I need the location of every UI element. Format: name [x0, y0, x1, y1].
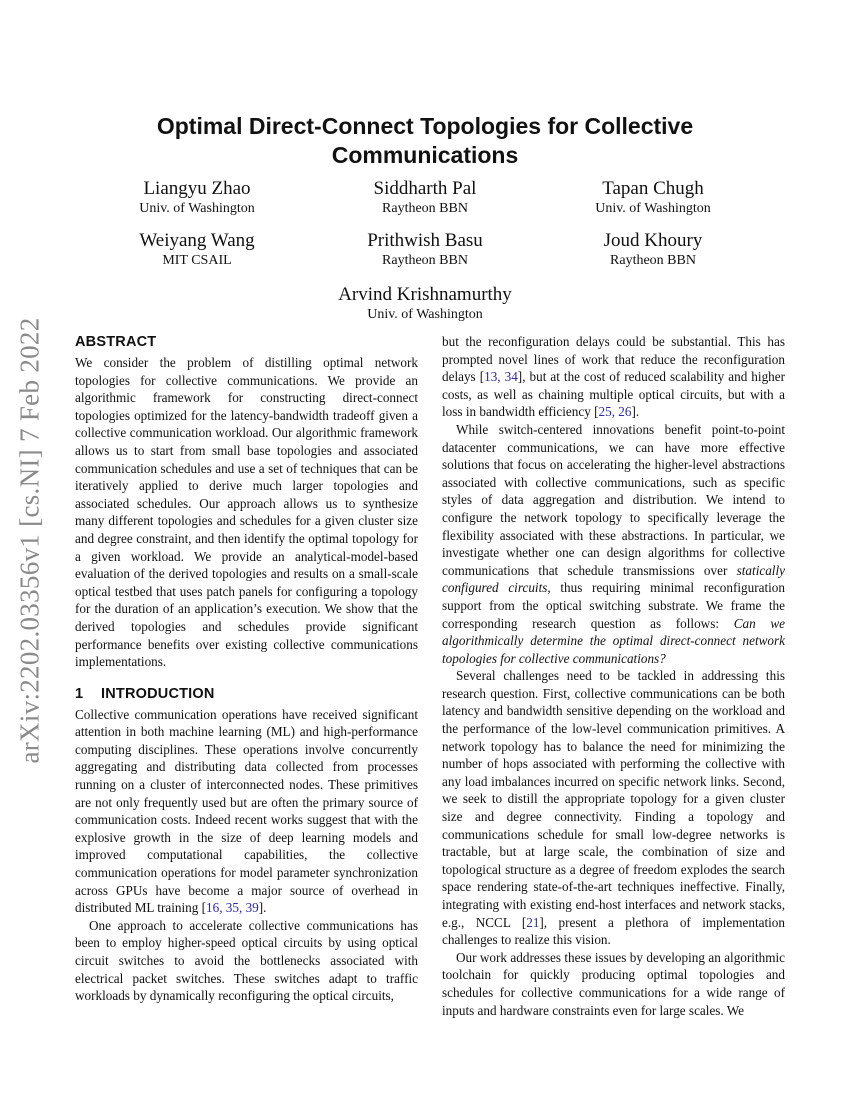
- section-title: INTRODUCTION: [101, 685, 215, 702]
- research-question: Can we algorithmically determine the optimal direct-connect network topologies for collective communications?: [442, 615, 786, 666]
- abstract-heading: ABSTRACT: [75, 334, 157, 350]
- author-card: [310, 283, 540, 324]
- right-column: [442, 333, 785, 1019]
- intro-paragraph-1: [75, 706, 418, 917]
- author-name: Siddharth Pal: [373, 178, 477, 199]
- author-card: [82, 229, 312, 270]
- intro-paragraph-5: [442, 667, 785, 949]
- arxiv-identifier-text: arXiv:2202.03356v1 [cs.NI] 7 Feb 2022: [14, 316, 45, 764]
- author-name: Weiyang Wang: [139, 230, 255, 251]
- paragraph-text: but the reconfiguration delays could be substantial. This has prompted novel lines of work that reduce the reconfiguration delays [: [442, 334, 785, 385]
- paragraph-text: Collective communication operations have received significant attention in both machine learning (ML) and high-performance computing disciplines. These operations involve concurrently aggregating and distributing data collected from processes running on a cluster of interconnected nodes. These primitives are not only frequently used but are often the primary source of communication costs. Indeed recent works suggest that with the explosive growth in the size of deep learning models and improved computational capabilities, the collective communication operations for model parameter synchronization across GPUs have become a major source of overhead in distributed ML training [: [75, 706, 418, 916]
- intro-paragraph-4: [442, 421, 785, 667]
- introduction-heading: [75, 685, 418, 703]
- intro-paragraph-6: Our work addresses these issues by developing an algorithmic toolchain for quickly producing optimal topologies and schedules for collective communications for a wide range of inputs and hardware constraints even for large scales. We: [442, 949, 785, 1018]
- author-card: [310, 229, 540, 270]
- paragraph-text: ], but at the cost of reduced scalability and higher costs, as well as chaining multiple optical circuits, but with a loss in bandwidth efficiency [: [442, 369, 785, 420]
- author-card: [538, 177, 768, 218]
- citation-link[interactable]: 25, 26: [598, 404, 632, 420]
- author-name: Joud Khoury: [603, 230, 703, 251]
- citation-link[interactable]: 16, 35, 39: [206, 900, 259, 916]
- author-affiliation: Raytheon BBN: [382, 201, 468, 216]
- paragraph-text: ].: [258, 900, 267, 916]
- paragraph-text: ].: [631, 404, 640, 420]
- left-column: [75, 333, 418, 1005]
- paper-title: Optimal Direct-Connect Topologies for Collective Communications: [156, 113, 694, 168]
- arxiv-identifier-stamp: [0, 310, 60, 770]
- abstract-text: We consider the problem of distilling optimal network topologies for collective communications. We provide an algorithmic framework for constructing direct-connect topologies optimized for the latency-bandwidth tradeoff given a collective communication workload. Our algorithmic framework allows us to start from small base topologies and associated communication schedules and use a set of techniques that can be iteratively applied to derive much larger topologies and associated schedules. Our approach allows us to synthesize many different topologies and schedules for a given cluster size and degree constraint, and then identify the optimal topology for a given workload. We provide an analytical-model-based evaluation of the derived topologies and results on a small-scale optical testbed that uses patch panels for configuring a topology for the duration of an application’s execution. We show that the derived topologies and schedules provide significant performance benefits over existing collective communications implementations.: [75, 355, 418, 670]
- paragraph-text: ], present a plethora of implementation challenges to realize this vision.: [442, 914, 785, 948]
- paragraph-text: While switch-centered innovations benefit point-to-point datacenter communications, we can have more effective solutions that focus on accelerating the higher-level abstractions associated with collective communications, such as specific styles of data aggregation and distribution. We intend to configure the network topology to specifically leverage the flexibility associated with these abstractions. In particular, we investigate whether one can design algorithms for collective communications that schedule transmissions over: [442, 421, 785, 578]
- intro-paragraph-2: One approach to accelerate collective communications has been to employ higher-speed optical circuits by using optical circuit switches to avoid the bottlenecks associated with electrical packet switches. These switches adapt to traffic workloads by dynamically reconfiguring the optical circuits,: [75, 917, 418, 1004]
- author-affiliation: Raytheon BBN: [610, 253, 696, 268]
- paragraph-text: , thus requiring minimal reconfiguration support from the optical switching substrate. We frame the corresponding research question as follows:: [442, 580, 785, 631]
- author-name: Prithwish Basu: [367, 230, 483, 251]
- citation-link[interactable]: 13, 34: [484, 369, 518, 385]
- author-affiliation: Raytheon BBN: [382, 253, 468, 268]
- author-name: Arvind Krishnamurthy: [338, 284, 512, 305]
- citation-link[interactable]: 21: [526, 914, 540, 930]
- section-number: 1: [75, 685, 84, 702]
- author-card: [538, 229, 768, 270]
- author-card: [310, 177, 540, 218]
- emphasized-text: statically configured circuits: [442, 562, 785, 596]
- intro-paragraph-3: [442, 333, 785, 421]
- author-card: [82, 177, 312, 218]
- paragraph-text: Several challenges need to be tackled in addressing this research question. First, collective communications can be both latency and bandwidth sensitive depending on the workload and the performance of the low-level communication primitives. A network topology has to balance the need for minimizing the number of hops associated with performing the collective with any load imbalances incurred on specific network links. Second, we seek to distill the appropriate topology for a given cluster size and degree connectivity. Finding a topology and communications schedule for small low-degree networks is tractable, but at large scale, the combination of size and topological structure as a degree of freedom explodes the search space rendering state-of-the-art techniques ineffective. Finally, integrating with existing end-host interfaces and network stacks, e.g., NCCL [: [442, 668, 785, 930]
- author-affiliation: Univ. of Washington: [595, 201, 711, 216]
- author-affiliation: MIT CSAIL: [162, 253, 232, 268]
- author-affiliation: Univ. of Washington: [367, 307, 483, 322]
- author-name: Tapan Chugh: [602, 178, 704, 199]
- author-affiliation: Univ. of Washington: [139, 201, 255, 216]
- author-name: Liangyu Zhao: [143, 178, 251, 199]
